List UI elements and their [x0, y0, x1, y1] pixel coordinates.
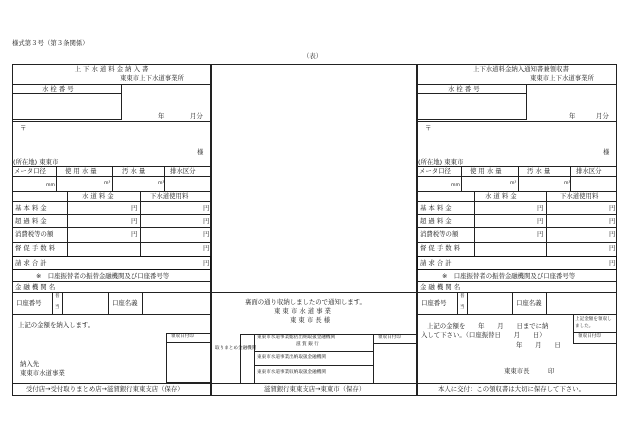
sewer-fee-label: 下水道使用料	[150, 192, 189, 200]
yen-unit: 円	[203, 244, 210, 252]
yen-unit: 円	[609, 204, 616, 212]
sewer-fee-label: 下水道使用料	[560, 192, 599, 200]
mayor-label: 東東市長	[504, 367, 530, 375]
form-label: 様式第３号（第３条関係）	[12, 39, 89, 47]
m3-unit: m³	[158, 181, 165, 186]
current-label: 当	[460, 305, 465, 310]
water-number-label: 水 栓 番 号	[448, 85, 480, 93]
yen-unit: 円	[203, 259, 210, 267]
address-label: (所在地) 東東市	[13, 158, 59, 166]
seal-mark: 印	[548, 367, 555, 375]
account-name-label: 口座名義	[516, 299, 542, 307]
aggregation-bank-label: 取りまとめ金融機関	[215, 346, 257, 351]
year-label: 年	[158, 112, 165, 120]
meter-label: メータ口径	[14, 167, 46, 175]
bank-name-label: 金 融 機 関 名	[420, 283, 461, 291]
receipt-date-label: 領収日付印	[171, 334, 194, 339]
fee-row-label: 督 促 手 数 料	[15, 244, 56, 252]
fee-row-label: 消費税等の額	[15, 230, 54, 238]
yen-unit: 円	[609, 217, 616, 225]
month-label: 月分	[190, 112, 203, 120]
payee-label: 納入先	[20, 360, 40, 368]
honorific: 様	[603, 148, 610, 156]
yen-unit: 円	[537, 204, 544, 212]
drain-label: 排水区分	[170, 167, 196, 175]
yen-unit: 円	[537, 230, 544, 238]
right-footer: 本人に交付：この領収書は大切に保存して下さい。	[438, 385, 585, 393]
middle-footer: 滋賀銀行東東支店→東東市（保存）	[264, 385, 366, 393]
yen-unit: 円	[131, 204, 138, 212]
receipt-issuer: 東東市上下水道事業所	[530, 74, 594, 82]
bank-line: 東東市水道事業出納取扱金融機関	[257, 355, 326, 360]
m3-unit: m³	[564, 181, 571, 186]
address-label: (所在地) 東東市	[418, 158, 464, 166]
account-name-label: 口座名義	[112, 299, 138, 307]
bank-line: 東東市水道事業収納取扱金融機関	[257, 370, 326, 375]
received-text: 上記の金額を納入します。	[18, 321, 95, 329]
payee-name: 東東市水道事業	[20, 369, 65, 377]
yen-unit: 円	[537, 217, 544, 225]
left-footer: 受付店→受付取りまとめ店→滋賀銀行東東支店（保存）	[26, 385, 184, 393]
mm-unit: mm	[46, 183, 55, 188]
ordinary-label: 普	[460, 294, 465, 299]
payment-instruction: 上記の金額を 年 月 日までに納	[427, 322, 549, 330]
month-label: 月分	[596, 112, 609, 120]
water-fee-label: 水 道 料 金	[82, 192, 114, 200]
bank-line: 東東市水道事業総括出納取扱金融機関	[257, 335, 336, 340]
fee-row-label: 超 過 料 金	[15, 217, 47, 225]
postal-mark: 〒	[425, 124, 432, 132]
yen-unit: 円	[609, 230, 616, 238]
year-label: 年	[569, 112, 576, 120]
m3-unit: m³	[510, 181, 517, 186]
slip-issuer: 東東市上下水道事業所	[120, 74, 184, 82]
bank-name-label: 金 融 機 関 名	[15, 283, 56, 291]
yen-unit: 円	[203, 230, 210, 238]
receipt-date-label: 領収日付印	[578, 334, 601, 339]
bank-line: 滋 賀 銀 行	[296, 342, 319, 347]
fee-row-label: 督 促 手 数 料	[420, 244, 461, 252]
fee-row-label: 基 本 料 金	[420, 204, 452, 212]
yen-unit: 円	[131, 230, 138, 238]
yen-unit: 円	[609, 259, 616, 267]
total-label: 請 求 合 計	[420, 259, 452, 267]
mm-unit: mm	[451, 183, 460, 188]
fee-row-label: 基 本 料 金	[15, 204, 47, 212]
notice-text: 裏面の通り収納しましたので通知します。	[245, 298, 366, 306]
m3-unit: m³	[104, 181, 111, 186]
transfer-note: ※ 口座振替者の振替金融機関及び口座番号等	[36, 272, 170, 280]
drain-label: 排水区分	[576, 167, 602, 175]
receipt-title: 上下水道料金納入通知書兼領収書	[473, 65, 569, 73]
current-label: 当	[55, 305, 60, 310]
honorific: 様	[197, 148, 204, 156]
yen-unit: 円	[203, 204, 210, 212]
sewage-label: 汚 水 量	[122, 167, 146, 175]
yen-unit: 円	[609, 244, 616, 252]
ordinary-label: 普	[55, 294, 60, 299]
yen-unit: 円	[131, 217, 138, 225]
yen-unit: 円	[203, 217, 210, 225]
account-number-label: 口座番号	[16, 299, 42, 307]
account-number-label: 口座番号	[421, 299, 447, 307]
slip-title: 上 下 水 道 料 金 納 入 書	[74, 65, 149, 73]
fee-row-label: 消費税等の額	[420, 230, 459, 238]
usage-label: 使 用 水 量	[65, 167, 97, 175]
total-label: 請 求 合 計	[15, 259, 47, 267]
transfer-note: ※ 口座振替者の振替金融機関及び口座番号等	[442, 272, 576, 280]
water-number-label: 水 栓 番 号	[42, 85, 74, 93]
usage-label: 使 用 水 量	[470, 167, 502, 175]
payment-instruction: 入して下さい。（口座振替日 月 日）	[421, 331, 546, 339]
receipt-date-label: 領収日付印	[378, 335, 401, 340]
received-note: 上記金額を領収しました。	[575, 317, 612, 329]
notice-org: 東 東 市 水 道 事 業	[274, 307, 331, 315]
notice-mayor: 東 東 市 長 様	[290, 316, 331, 324]
issue-date: 年 月 日	[516, 341, 561, 349]
side-label: （表）	[303, 52, 323, 60]
meter-label: メータ口径	[419, 167, 451, 175]
sewage-label: 汚 水 量	[527, 167, 551, 175]
water-fee-label: 水 道 料 金	[485, 192, 517, 200]
postal-mark: 〒	[20, 124, 27, 132]
fee-row-label: 超 過 料 金	[420, 217, 452, 225]
